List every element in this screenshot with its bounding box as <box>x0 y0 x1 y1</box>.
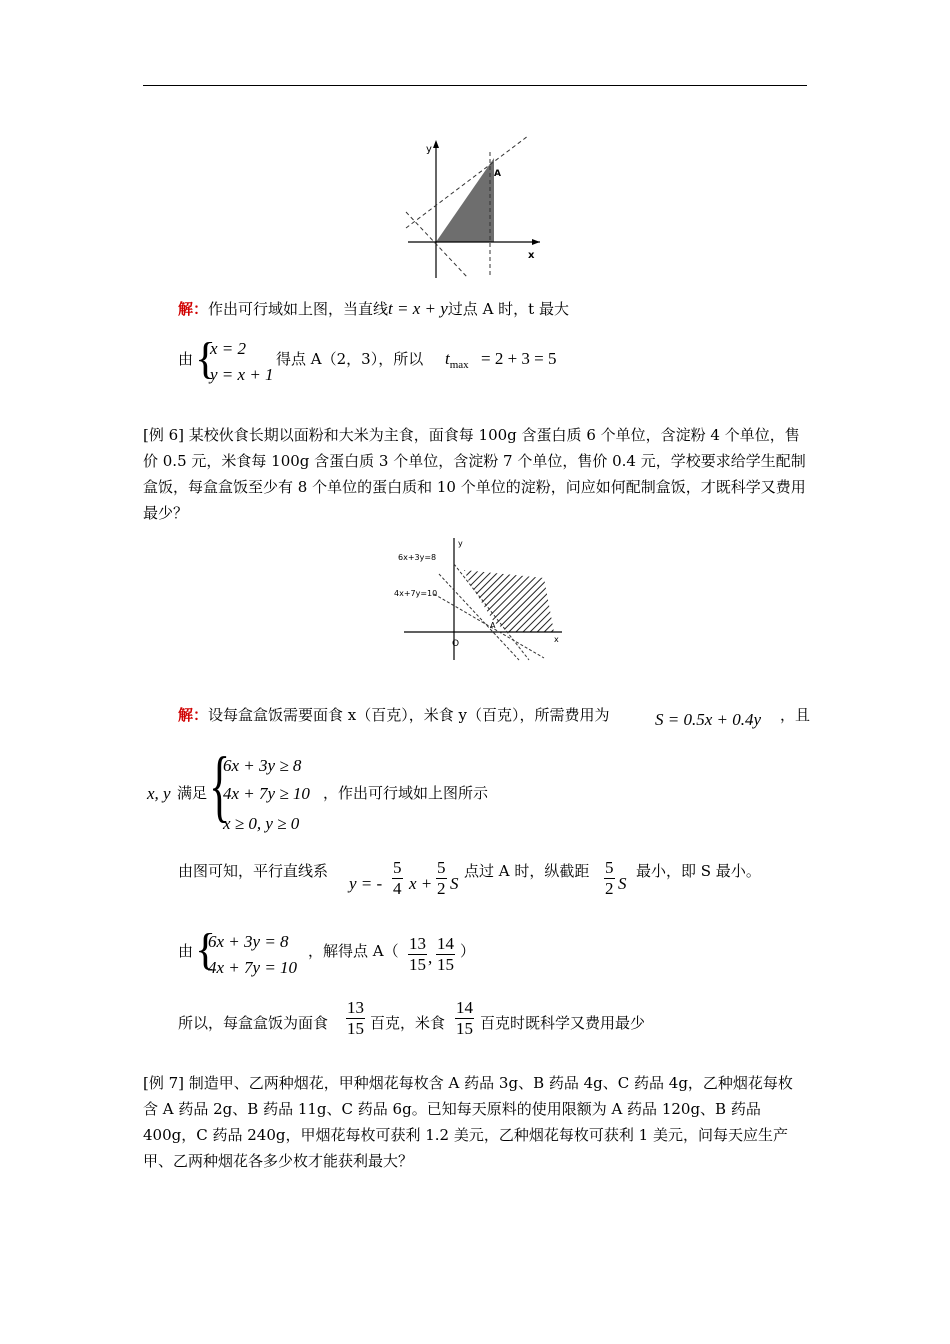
fig2-x-label: x <box>554 635 559 644</box>
fig2-label2: 4x+7y=10 <box>394 589 438 598</box>
solution-label: 解： <box>178 300 209 318</box>
fig1-y-label: y <box>426 144 432 155</box>
solution1-line1: 解：作出可行域如上图，当直线t = x + y过点 A 时，t 最大 <box>178 299 569 318</box>
fig2-y-label: y <box>458 539 463 548</box>
shaded-region <box>436 158 494 242</box>
hatched-region <box>464 570 554 632</box>
feasible-region-figure-1 <box>398 132 548 282</box>
example-7-text: [例 7] 制造甲、乙两种烟花，甲种烟花每枚含 A 药品 3g、B 药品 4g、C 药品 4g，乙种烟花每枚含 A 药品 2g、B 药品 11g、C 药品 6g。已知每天原料的使用限额为 A 药品 120g、B 药品 400g，C 药品 240g，甲烟花每枚可获利 1.2 美元，乙种烟花每枚可获利 1 美元，问每天应生产甲、乙两种烟花各多少枚才能获利最大？ <box>143 1074 793 1170</box>
conclusion-sentence: 所以，每盒盒饭为面食 $\frac{13}{15}$ 百克，米食 $\frac{14}{15}$ 百克时既科学又费用最少 <box>178 998 646 1038</box>
fig2-origin: O <box>452 639 460 649</box>
fig1-point-a: A <box>494 169 501 179</box>
solution2-line1: 解：设每盒盒饭需要面食 x（百克），米食 y（百克），所需费用为 <box>178 706 610 724</box>
solve-system: 由 { 6x + 3y = 8 4x + 7y = 10 ，解得点 A（ $\frac{13}{15}$ , $\frac{14}{15}$ ） <box>178 925 476 977</box>
fig2-a-label: A <box>490 621 496 630</box>
header-rule <box>143 85 807 86</box>
feasible-region-figure-2 <box>394 534 564 664</box>
fig1-x-label: x <box>528 250 535 261</box>
line-family-sentence: 由图可知，平行直线系 y = - $\frac{5}{4}$ x + $\frac{5}{2}$ S 点过 A 时，纵截距 $\frac{5}{2}$ S 最小，即 S 最小。 <box>178 858 761 898</box>
cost-equation: S = 0.5x + 0.4y <box>655 710 762 729</box>
example-6-text: [例 6] 某校伙食长期以面粉和大米为主食，面食每 100g 含蛋白质 6 个单位，含淀粉 4 个单位，售价 0.5 元，米食每 100g 含蛋白质 3 个单位，含淀粉 7 个单位，售价 0.4 元，学校要求给学生配制盒饭，每盒盒饭至少有 8 个单位的蛋白质和 10 个单位的淀粉，问应如何配制盒饭，才既科学又费用最少？ <box>143 426 806 522</box>
fig2-label1: 6x+3y=8 <box>398 553 437 562</box>
